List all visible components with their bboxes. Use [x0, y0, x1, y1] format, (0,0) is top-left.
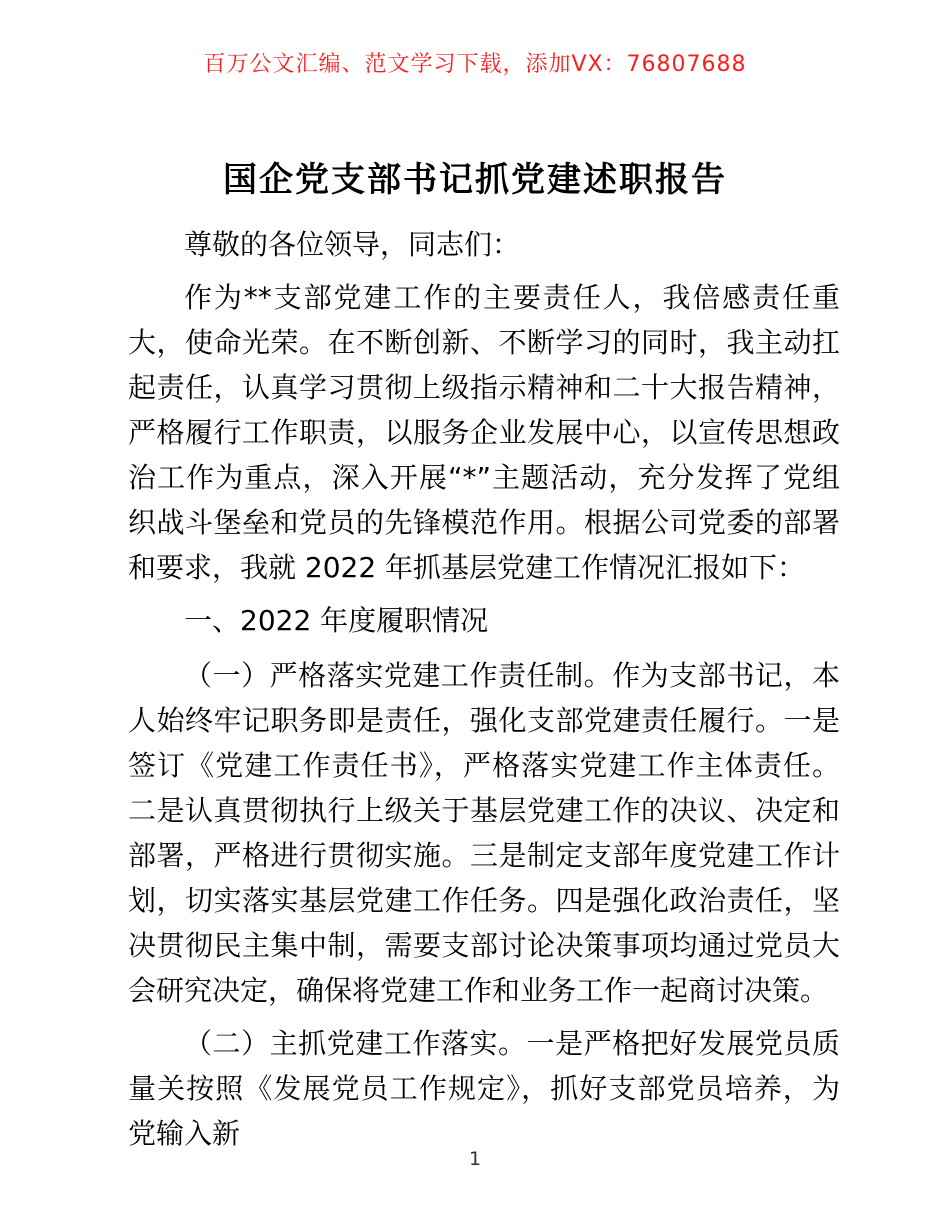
body-paragraph-2: （二）主抓党建工作落实。一是严格把好发展党员质量关按照《发展党员工作规定》，抓好支部党员培养，为党输入新 [128, 1027, 840, 1150]
body-paragraph-1: （一）严格落实党建工作责任制。作为支部书记，本人始终牢记职务即是责任，强化支部党建责任履行。一是签订《党建工作责任书》，严格落实党建工作主体责任。二是认真贯彻执行上级关于基层党建工作的决议、决定和部署，严格进行贯彻实施。三是制定支部年度党建工作计划，切实落实基层党建工作任务。四是强化政治责任，坚决贯彻民主集中制，需要支部讨论决策事项均通过党员大会研究决定，确保将党建工作和业务工作一起商讨决策。 [128, 659, 840, 1007]
document-title: 国企党支部书记抓党建述职报告 [223, 160, 727, 200]
intro-paragraph: 作为**支部党建工作的主要责任人，我倍感责任重大，使命光荣。在不断创新、不断学习的同时，我主动扛起责任，认真学习贯彻上级指示精神和二十大报告精神，严格履行工作职责，以服务企业发展中心，以宣传思想政治工作为重点，深入开展“*”主题活动，充分发挥了党组织战斗堡垒和党员的先锋模范作用。根据公司党委的部署和要求，我就 2022 年抓基层党建工作情况汇报如下： [128, 281, 840, 584]
section-heading-1: 一、2022 年度履职情况 [184, 604, 489, 637]
page-number: 1 [468, 1148, 482, 1170]
promo-header-text: 百万公文汇编、范文学习下载，添加VX：76807688 [203, 52, 747, 77]
document-body [128, 222, 840, 1164]
salutation-line: 尊敬的各位领导，同志们： [184, 228, 521, 261]
